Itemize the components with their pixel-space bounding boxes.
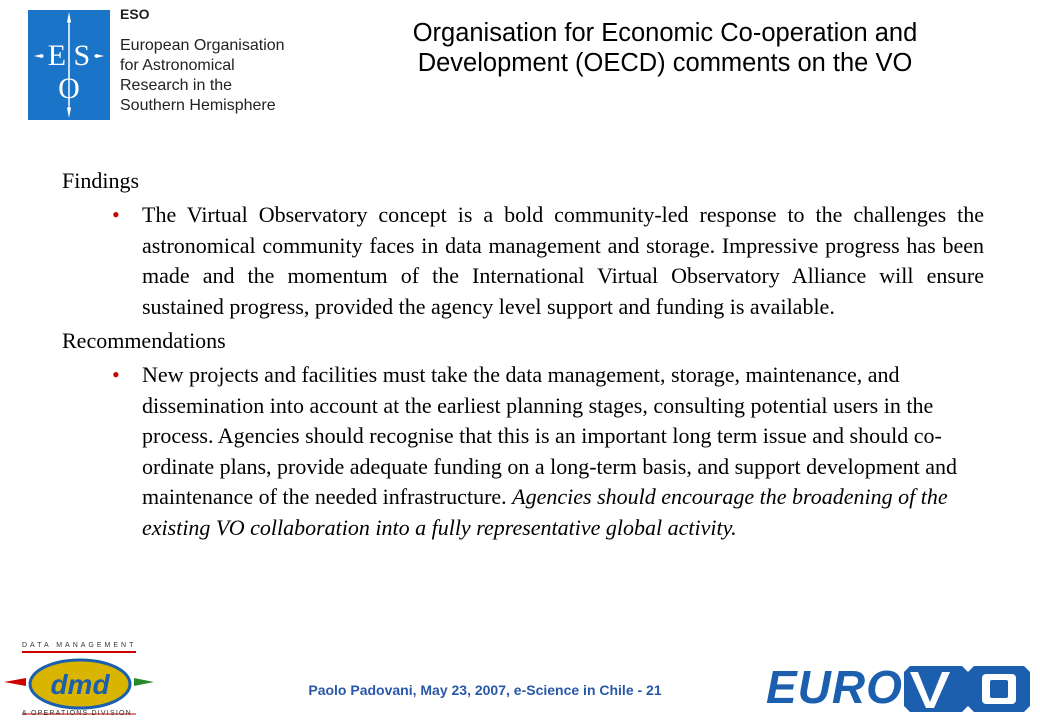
title-line-1: Organisation for Economic Co-operation and xyxy=(412,19,918,47)
recommendations-bullet xyxy=(112,360,984,543)
findings-bullet xyxy=(112,200,984,322)
dmd-logo xyxy=(4,642,154,720)
euro-wordmark: EURO xyxy=(766,661,903,713)
title-line-2: Development (OECD) comments on the VO xyxy=(417,49,913,77)
slide-body xyxy=(62,166,984,543)
recommendations-heading: Recommendations xyxy=(62,328,226,353)
dmd-emblem-icon xyxy=(4,642,154,720)
euro-vo-logo xyxy=(762,662,1032,714)
eso-emblem-icon xyxy=(28,10,110,120)
eso-abbr: ESO xyxy=(120,6,150,22)
bullet-icon: • xyxy=(112,202,120,227)
eso-full-name: European Organisation for Astronomical Research in the Southern Hemisphere xyxy=(120,37,285,114)
svg-text:O: O xyxy=(58,72,80,105)
eso-wordmark xyxy=(120,6,285,116)
eso-emblem xyxy=(28,10,110,120)
dmd-bottom-text: & OPERATIONS DIVISION xyxy=(22,710,132,717)
findings-text: The Virtual Observatory concept is a bold community-led response to the challenges the astronomical community faces in data management and storage. Impressive progress has been made and the momentum of the International Virtual Observatory Alliance will ensure sustained progress, provided the agency level support and funding is available. xyxy=(142,202,984,319)
svg-text:dmd: dmd xyxy=(50,669,110,700)
svg-text:E S: E S xyxy=(47,39,91,72)
slide-title xyxy=(320,18,1010,78)
bullet-icon: • xyxy=(112,362,120,387)
slide-footer: Paolo Padovani, May 23, 2007, e-Science in Chile - 21 xyxy=(308,682,662,698)
vo-mark-icon xyxy=(762,662,1032,714)
recommendations-italic-text: Agencies should encourage the broadening of the existing VO collaboration into a fully representative global activity. xyxy=(142,484,948,540)
dmd-top-text: DATA MANAGEMENT xyxy=(22,642,137,649)
findings-heading: Findings xyxy=(62,168,140,193)
recommendations-text: New projects and facilities must take the data management, storage, maintenance, and dissemination into account at the earliest planning stages, consulting potential users in the process. Agencies should recognise that this is an important long term issue and should co-ordinate plans, provide adequate funding on a long-term basis, and support development and maintenance of the needed infrastructure. xyxy=(142,362,958,509)
